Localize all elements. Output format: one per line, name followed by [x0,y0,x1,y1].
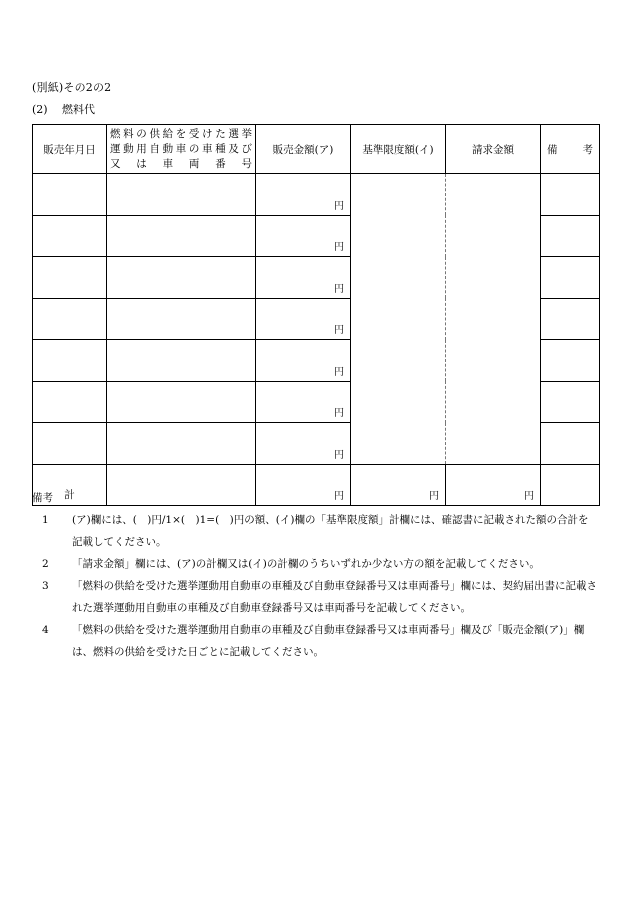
remarks-cell[interactable] [541,215,600,257]
note-text: 「請求金額」欄には、(ア)の計欄又は(イ)の計欄のうちいずれか少ない方の額を記載してください。 [72,558,540,570]
note-item [32,575,598,619]
vehicle-cell[interactable] [107,298,256,340]
date-cell[interactable] [33,340,107,382]
date-cell[interactable] [33,257,107,299]
section-title: 燃料代 [62,103,95,116]
note-number: 3 [42,580,49,592]
attachment-reference: (別紙)その2の2 [32,81,112,94]
vehicle-cell[interactable] [107,174,256,216]
table-header-row [33,125,600,174]
remarks-cell[interactable] [541,340,600,382]
note-item [32,509,598,553]
vehicle-cell[interactable] [107,257,256,299]
header-vehicle-line3: 又は車両番号 [110,157,252,170]
header-vehicle-line2: 運動用自動車の車種及び [110,142,252,155]
amount-cell[interactable]: 円 [256,215,351,257]
limit-merged-cell [351,174,446,465]
amount-cell[interactable]: 円 [256,298,351,340]
header-remarks-char2: 考 [582,143,593,156]
note-text: 「燃料の供給を受けた選挙運動用自動車の車種及び自動車登録番号又は車両番号」欄及び「販売金額(ア)」欄は、燃料の供給を受けた日ごとに記載してください。 [72,624,585,658]
note-text: (ア)欄には、( )円/1×( )1=( )円の額、(イ)欄の「基準限度額」計欄には、確認書に記載された額の合計を記載してください。 [72,514,589,548]
remarks-cell[interactable] [541,257,600,299]
header-date: 販売年月日 [33,125,107,174]
notes-section [32,487,598,663]
header-vehicle-line1: 燃料の供給を受けた選挙 [110,127,252,140]
note-item [32,619,598,663]
header-remarks [541,125,600,174]
remarks-cell[interactable] [541,381,600,423]
amount-cell[interactable]: 円 [256,340,351,382]
header-vehicle [107,125,256,174]
total-label: 計 [33,464,107,506]
fuel-cost-table [32,124,600,506]
total-limit-cell[interactable]: 円 [351,464,446,506]
amount-cell[interactable]: 円 [256,423,351,465]
amount-cell[interactable]: 円 [256,257,351,299]
remarks-cell[interactable] [541,174,600,216]
note-number: 2 [42,558,49,570]
amount-cell[interactable]: 円 [256,381,351,423]
date-cell[interactable] [33,174,107,216]
date-cell[interactable] [33,215,107,257]
date-cell[interactable] [33,381,107,423]
table-row [33,174,600,216]
remarks-cell[interactable] [541,298,600,340]
header-remarks-char1: 備 [547,143,558,156]
header-limit: 基準限度額(イ) [351,125,446,174]
header-request: 請求金額 [446,125,541,174]
note-number: 4 [42,624,49,636]
section-heading [32,101,95,117]
total-amount-cell[interactable]: 円 [256,464,351,506]
remarks-cell[interactable] [541,423,600,465]
note-number: 1 [42,514,49,526]
vehicle-cell[interactable] [107,340,256,382]
note-item [32,553,598,575]
header-amount: 販売金額(ア) [256,125,351,174]
amount-cell[interactable]: 円 [256,174,351,216]
vehicle-cell[interactable] [107,215,256,257]
date-cell[interactable] [33,423,107,465]
total-request-cell[interactable]: 円 [446,464,541,506]
request-merged-cell [446,174,541,465]
notes-title: 備考 [32,492,53,504]
note-text: 「燃料の供給を受けた選挙運動用自動車の車種及び自動車登録番号又は車両番号」欄には、契約届出書に記載された選挙運動用自動車の車種及び自動車登録番号又は車両番号を記載してください。 [72,580,597,614]
vehicle-cell[interactable] [107,381,256,423]
date-cell[interactable] [33,298,107,340]
vehicle-cell[interactable] [107,423,256,465]
section-number: (2) [32,103,48,116]
